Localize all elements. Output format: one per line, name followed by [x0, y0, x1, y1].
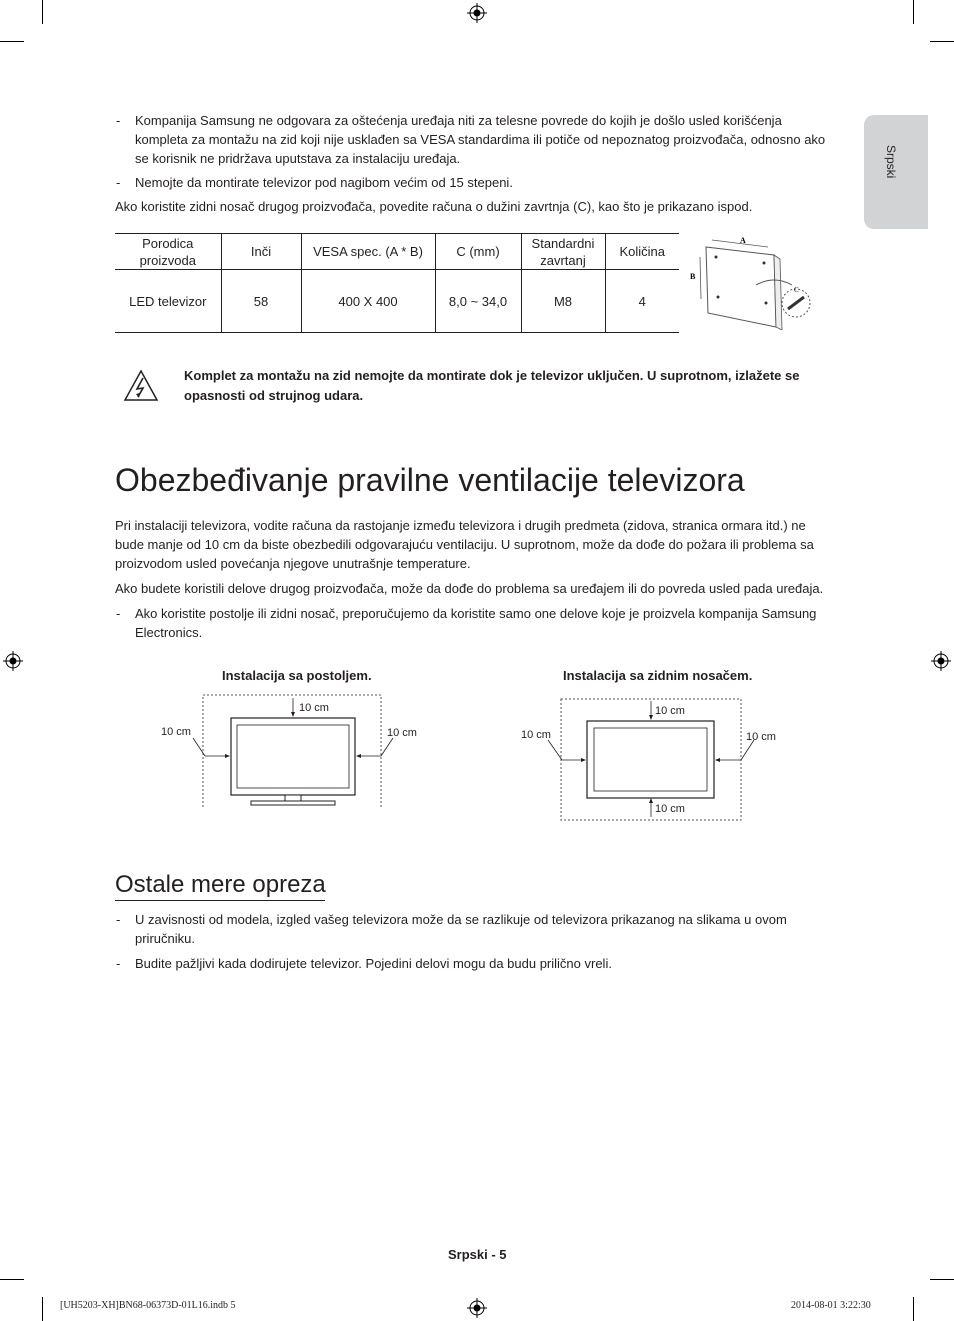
- stand-right-clearance: 10 cm: [387, 727, 417, 739]
- intro-line: Ako koristite zidni nosač drugog proizvođača, povedite računa o dužini zavrtnja (C), kao što je prikazano ispod.: [115, 199, 753, 214]
- page-number: Srpski - 5: [448, 1247, 507, 1262]
- paragraph: Pri instalaciji televizora, vodite računa da rastojanje između televizora i drugih predmeta (zidova, stranica ormara itd.) ne bude manje od 10 cm da biste obezbedili odgovarajuću ventilaciju. U suprotnom, može da dođe do požara ili problema sa proizvodom usled povećanja njegove unutrašnje temperature.: [115, 518, 814, 571]
- registration-mark-icon: [467, 3, 487, 23]
- wall-bottom-clearance: 10 cm: [655, 803, 685, 815]
- crop-mark: [930, 1279, 954, 1280]
- table-header-row: [115, 234, 679, 270]
- figure-label-b: B: [690, 272, 696, 281]
- warning-electric-icon: [123, 369, 159, 402]
- subsection-title: Ostale mere opreza: [115, 871, 326, 898]
- table-cell: 400 X 400: [301, 270, 435, 333]
- table-header: Količina: [619, 244, 666, 259]
- stand-top-clearance: 10 cm: [299, 702, 329, 714]
- paragraph: Ako budete koristili delove drugog proizvođača, može da dođe do problema sa uređajem ili do povreda usled pada uređaja.: [115, 581, 824, 596]
- crop-mark: [930, 41, 954, 42]
- figure-label-a: A: [740, 236, 746, 245]
- wall-installation-diagram: [518, 690, 788, 825]
- registration-mark-icon: [931, 651, 951, 671]
- footer-timestamp: 2014-08-01 3:22:30: [791, 1300, 871, 1311]
- bullet-text: Budite pažljivi kada dodirujete televizor. Pojedini delovi mogu da budu prilično vreli.: [135, 956, 612, 971]
- bullet-text: Nemojte da montirate televizor pod nagibom većim od 15 stepeni.: [135, 175, 513, 190]
- crop-mark: [0, 41, 24, 42]
- table-cell: M8: [521, 270, 605, 333]
- language-tab: [864, 115, 928, 229]
- bullet-text: U zavisnosti od modela, izgled vašeg televizora može da se razlikuje od televizora prikazanog na slikama u ovom priručniku.: [135, 912, 787, 946]
- language-tab-label: Srpski: [884, 145, 898, 179]
- table-header: Porodica proizvoda: [115, 234, 221, 270]
- table-row: [115, 270, 679, 333]
- registration-mark-icon: [467, 1298, 487, 1318]
- table-header: Inči: [221, 234, 301, 270]
- bullet-text: Ako koristite postolje ili zidni nosač, preporučujemo da koristite samo one delove koje je proizvela kompanija Samsung Electronics.: [135, 606, 817, 640]
- table-cell: 4: [638, 293, 646, 309]
- crop-mark: [913, 0, 914, 24]
- table-header: C (mm): [435, 234, 521, 270]
- wall-mount-figure: [686, 235, 816, 330]
- bullet-text: Kompanija Samsung ne odgovara za oštećenja uređaja niti za telesne povrede do kojih je došlo usled korišćenja kompleta za montažu na zid koji nije usklađen sa VESA standardima ili potiče od nepoznatog proizvođača, odnosno ako se korisnik ne pridržava uputstava za instalaciju uređaja.: [135, 113, 826, 166]
- crop-mark: [913, 1297, 914, 1321]
- wall-right-clearance: 10 cm: [746, 731, 776, 743]
- footer-file: [UH5203-XH]BN68-06373D-01L16.indb 5: [60, 1300, 236, 1311]
- table-header: Standardni zavrtanj: [521, 234, 605, 270]
- table-header: VESA spec. (A * B): [301, 234, 435, 270]
- vesa-spec-table: [115, 233, 679, 333]
- table-cell: 58: [221, 270, 301, 333]
- crop-mark: [0, 1279, 24, 1280]
- subsection-underline: [115, 900, 325, 901]
- registration-mark-icon: [3, 651, 23, 671]
- stand-left-clearance: 10 cm: [161, 726, 191, 738]
- table-cell: LED televizor: [115, 270, 221, 333]
- stand-diagram-title: Instalacija sa postoljem.: [222, 668, 372, 683]
- wall-top-clearance: 10 cm: [655, 705, 685, 717]
- wall-diagram-title: Instalacija sa zidnim nosačem.: [563, 668, 753, 683]
- crop-mark: [42, 1297, 43, 1321]
- table-cell: 8,0 ~ 34,0: [435, 270, 521, 333]
- warning-text: Komplet za montažu na zid nemojte da montirate dok je televizor uključen. U suprotnom, izlažete se opasnosti od strujnog udara.: [184, 368, 800, 403]
- wall-left-clearance: 10 cm: [521, 729, 551, 741]
- figure-label-c: C: [794, 286, 799, 294]
- stand-installation-diagram: [155, 690, 425, 810]
- crop-mark: [42, 0, 43, 24]
- section-title: Obezbeđivanje pravilne ventilacije televizora: [115, 462, 745, 498]
